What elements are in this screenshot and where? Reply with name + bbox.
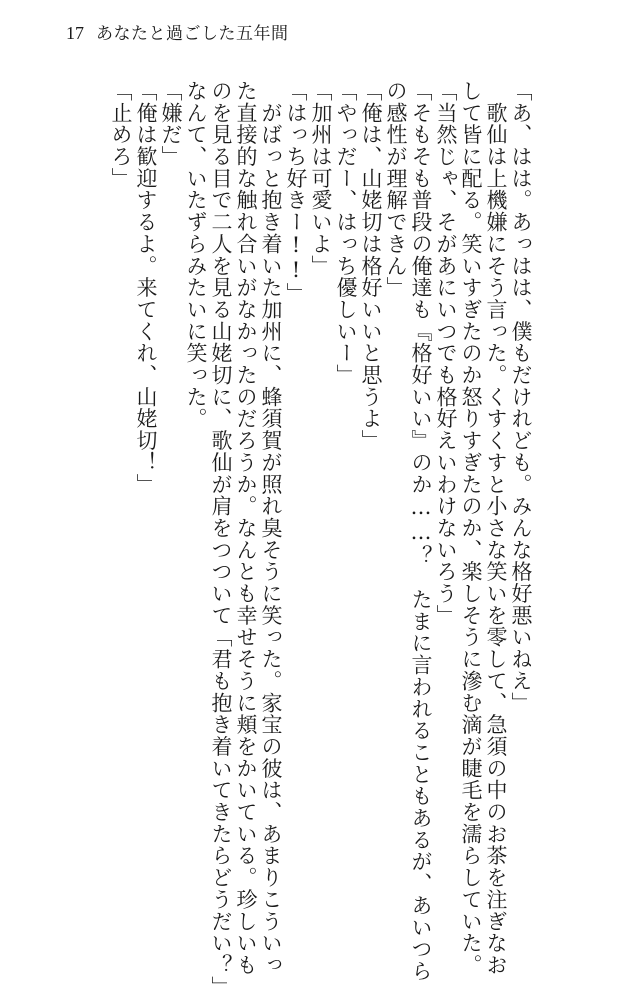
text-line: して皆に配る。笑いすぎたのか怒りすぎたのか、楽しそうに滲む滴が睫毛を濡らしていた。 xyxy=(459,80,483,976)
text-line: 「俺は歓迎するよ。来てくれ、山姥切！」 xyxy=(134,80,158,496)
text-line: の感性が理解できん」 xyxy=(384,80,408,299)
text-line: なんて、いたずらみたいに笑った。 xyxy=(184,80,208,430)
text-line: 「俺は、山姥切は格好いいと思うよ」 xyxy=(359,80,383,452)
text-line: 「止めろ」 xyxy=(109,80,133,190)
text-line: 「やっだー、はっち優しいー」 xyxy=(334,80,358,386)
text-line: 「当然じゃ、そがあにいつでも格好えいわけないろう」 xyxy=(434,80,458,627)
page-header xyxy=(66,24,289,43)
text-line: 「嫌だ」 xyxy=(159,80,183,168)
page-number: 17 xyxy=(66,23,84,43)
running-title: あなたと過ごした五年間 xyxy=(96,24,289,44)
text-line: 歌仙は上機嫌にそう言った。くすくすと小さな笑いを零して、急須の中のお茶を注ぎなお xyxy=(484,80,508,976)
text-line: 「はっち好きー!!」 xyxy=(284,80,308,305)
text-line: 「そもそも普段の俺達も『格好いい』のか……？ たまに言われることもあるが、あいつら xyxy=(409,80,433,982)
text-line: 「あ、はは。あっはは、僕もだけれども。みんな格好悪いねえ」 xyxy=(509,80,533,714)
body-text xyxy=(108,80,533,998)
text-line: のを見る目で二人を見る山姥切に、歌仙が肩をつついて「君も抱き着いてきたらどうだい？」 xyxy=(209,80,233,998)
text-line: がばっと抱き着いた加州に、蜂須賀が照れ臭そうに笑った。家宝の彼は、あまりこういっ xyxy=(259,80,283,976)
text-line: 「加州は可愛いよ」 xyxy=(309,80,333,277)
text-line: た直接的な触れ合いがなかったのだろうか。なんとも幸せそうに頬をかいている。珍しいも xyxy=(234,80,258,976)
